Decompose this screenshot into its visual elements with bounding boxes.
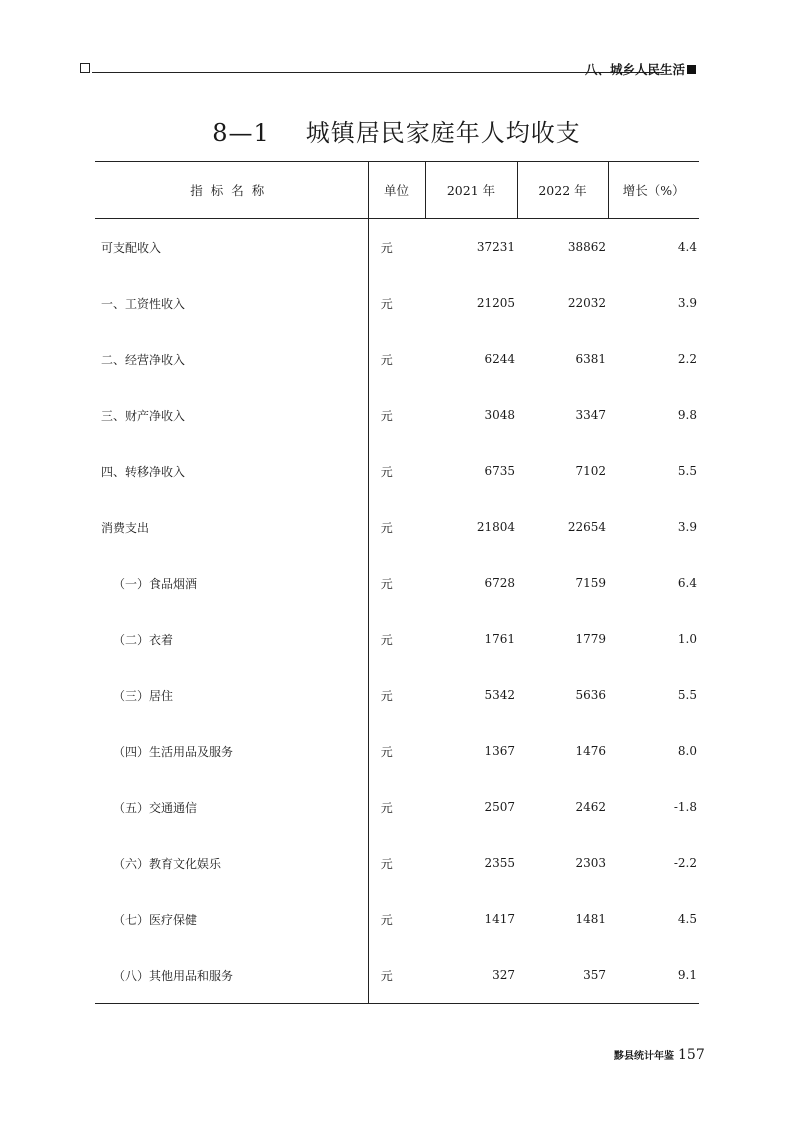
table-row xyxy=(95,947,699,1004)
row-unit: 元 xyxy=(380,632,393,647)
row-unit: 元 xyxy=(380,688,393,703)
row-indicator-name: （八）其他用品和服务 xyxy=(95,947,368,1004)
row-value-2022: 6381 xyxy=(575,352,606,366)
row-growth-rate: -2.2 xyxy=(673,856,697,870)
row-indicator-name: （二）衣着 xyxy=(95,611,368,667)
row-value-2022: 22654 xyxy=(567,520,606,534)
row-value-2021: 1761 xyxy=(484,632,515,646)
row-growth-rate: 6.4 xyxy=(677,576,697,590)
row-indicator-name: 四、转移净收入 xyxy=(95,443,368,499)
row-unit: 元 xyxy=(380,296,393,311)
row-growth-rate: 4.5 xyxy=(677,912,697,926)
row-unit: 元 xyxy=(380,800,393,815)
row-indicator-name: 消费支出 xyxy=(95,499,368,555)
row-value-2022: 1481 xyxy=(575,912,606,926)
row-unit: 元 xyxy=(380,912,393,927)
page-title xyxy=(0,113,793,148)
row-unit: 元 xyxy=(368,947,425,1004)
row-value-2021: 3048 xyxy=(484,408,515,422)
column-header-2021: 2021 年 xyxy=(425,162,517,219)
row-growth-rate: 3.9 xyxy=(677,520,697,534)
row-unit: 元 xyxy=(380,576,393,591)
row-unit: 元 xyxy=(380,744,393,759)
row-indicator-name: （四）生活用品及服务 xyxy=(95,723,368,779)
square-outline-icon xyxy=(80,63,90,73)
column-header-2022: 2022 年 xyxy=(517,162,608,219)
table-row xyxy=(95,275,699,331)
row-growth-rate: 3.9 xyxy=(677,296,697,310)
row-indicator-name: （六）教育文化娱乐 xyxy=(95,835,368,891)
row-value-2021: 327 xyxy=(425,947,517,1004)
row-value-2021: 2507 xyxy=(484,800,515,814)
table-row xyxy=(95,555,699,611)
row-unit: 元 xyxy=(380,240,393,255)
page-number: 157 xyxy=(678,1047,705,1063)
row-value-2021: 1367 xyxy=(484,744,515,758)
table-row xyxy=(95,219,699,276)
row-indicator-name: （一）食品烟酒 xyxy=(95,555,368,611)
table-row xyxy=(95,835,699,891)
header-rule xyxy=(92,72,664,73)
row-value-2022: 7102 xyxy=(575,464,606,478)
row-growth-rate: 5.5 xyxy=(677,688,697,702)
row-growth-rate: 2.2 xyxy=(677,352,697,366)
row-value-2021: 6244 xyxy=(484,352,515,366)
row-indicator-name: （三）居住 xyxy=(95,667,368,723)
chapter-heading xyxy=(585,60,696,78)
row-growth-rate: -1.8 xyxy=(673,800,697,814)
row-value-2022: 2462 xyxy=(575,800,606,814)
row-indicator-name: 二、经营净收入 xyxy=(95,331,368,387)
row-value-2021: 1417 xyxy=(484,912,515,926)
row-unit: 元 xyxy=(380,464,393,479)
row-value-2022: 357 xyxy=(517,947,608,1004)
row-indicator-name: 一、工资性收入 xyxy=(95,275,368,331)
table-row xyxy=(95,611,699,667)
row-value-2021: 2355 xyxy=(484,856,515,870)
table-number: 8—1 xyxy=(212,119,270,147)
row-growth-rate: 9.1 xyxy=(608,947,699,1004)
page-footer xyxy=(614,1044,705,1063)
row-unit: 元 xyxy=(380,352,393,367)
column-header-indicator: 指标名称 xyxy=(95,162,368,219)
row-value-2022: 1476 xyxy=(575,744,606,758)
table-row xyxy=(95,443,699,499)
row-value-2022: 3347 xyxy=(575,408,606,422)
row-value-2022: 38862 xyxy=(567,240,606,254)
row-unit: 元 xyxy=(380,408,393,423)
row-indicator-name: 可支配收入 xyxy=(95,219,368,276)
row-value-2021: 6728 xyxy=(484,576,515,590)
row-growth-rate: 8.0 xyxy=(677,744,697,758)
row-value-2022: 22032 xyxy=(567,296,606,310)
row-value-2021: 37231 xyxy=(476,240,515,254)
row-growth-rate: 1.0 xyxy=(677,632,697,646)
row-value-2021: 5342 xyxy=(484,688,515,702)
row-indicator-name: 三、财产净收入 xyxy=(95,387,368,443)
row-value-2022: 7159 xyxy=(575,576,606,590)
table-row xyxy=(95,723,699,779)
table-row xyxy=(95,779,699,835)
row-unit: 元 xyxy=(380,856,393,871)
row-growth-rate: 9.8 xyxy=(677,408,697,422)
yearbook-name: 黟县统计年鉴 xyxy=(614,1051,674,1062)
row-value-2021: 6735 xyxy=(484,464,515,478)
row-value-2021: 21804 xyxy=(476,520,515,534)
table-row xyxy=(95,667,699,723)
row-indicator-name: （七）医疗保健 xyxy=(95,891,368,947)
table-row xyxy=(95,331,699,387)
table-row xyxy=(95,499,699,555)
row-unit: 元 xyxy=(380,520,393,535)
table-row xyxy=(95,891,699,947)
filled-square-icon xyxy=(687,65,696,74)
table-title: 城镇居民家庭年人均收支 xyxy=(305,119,581,147)
income-expenditure-table xyxy=(95,161,699,1004)
row-indicator-name: （五）交通通信 xyxy=(95,779,368,835)
chapter-title: 八、城乡人民生活 xyxy=(584,62,685,77)
column-header-growth: 增长（%） xyxy=(608,162,699,219)
row-growth-rate: 5.5 xyxy=(677,464,697,478)
column-header-unit: 单位 xyxy=(368,162,425,219)
table-header-row xyxy=(95,162,699,219)
row-value-2022: 5636 xyxy=(575,688,606,702)
page-header xyxy=(80,60,696,80)
table-row xyxy=(95,387,699,443)
row-value-2022: 2303 xyxy=(575,856,606,870)
row-value-2021: 21205 xyxy=(476,296,515,310)
row-growth-rate: 4.4 xyxy=(677,240,697,254)
row-value-2022: 1779 xyxy=(575,632,606,646)
